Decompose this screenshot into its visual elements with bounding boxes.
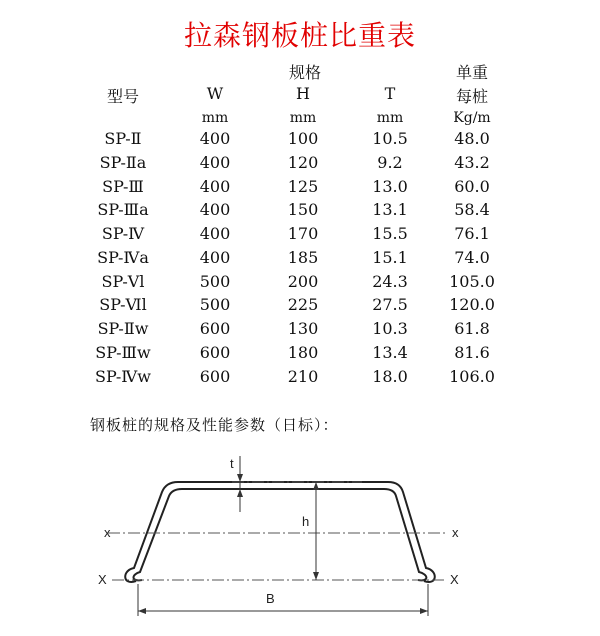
cell-w: 400 (199, 224, 231, 243)
label-h: h (302, 514, 310, 529)
cell-h: 130 (287, 319, 319, 338)
h-arrow-top (313, 482, 319, 490)
cell-model: SP-Ⅳa (97, 248, 149, 267)
table-row (0, 224, 600, 248)
cell-weight: 60.0 (454, 177, 490, 196)
cell-h: 185 (287, 248, 319, 267)
cell-weight: 48.0 (454, 129, 490, 148)
header-unit-weight-line2: 每桩 (455, 87, 488, 106)
pile-profile-outer (125, 482, 435, 582)
table-row (0, 319, 600, 343)
cell-w: 400 (199, 200, 231, 219)
b-arrow-left (138, 608, 146, 614)
cell-h: 125 (287, 177, 319, 196)
table-row (0, 153, 600, 177)
label-t: t (230, 456, 234, 471)
header-unit-weight-line1: 单重 (455, 63, 488, 82)
cell-w: 600 (199, 343, 231, 362)
cell-model: SP-Ⅵl (99, 295, 147, 314)
cell-t: 10.5 (372, 129, 408, 148)
cell-t: 15.1 (372, 248, 408, 267)
label-x-left: x (104, 525, 111, 540)
table-row (0, 200, 600, 224)
label-b: B (266, 591, 275, 606)
header-t: T (384, 84, 396, 103)
cell-w: 500 (199, 295, 231, 314)
cell-h: 170 (287, 224, 319, 243)
t-arrow-top (237, 474, 243, 482)
cell-model: SP-Ⅴl (101, 272, 145, 291)
cell-h: 150 (287, 200, 319, 219)
cell-w: 400 (199, 177, 231, 196)
t-arrow-bottom (237, 489, 243, 497)
unit-w: mm (201, 110, 229, 126)
table-row (0, 129, 600, 153)
label-x-right: x (452, 525, 459, 540)
unit-weight: Kg/m (453, 110, 491, 126)
cell-t: 27.5 (372, 295, 408, 314)
unit-h: mm (289, 110, 317, 126)
cell-h: 210 (287, 367, 319, 386)
cell-w: 400 (199, 248, 231, 267)
cell-h: 225 (287, 295, 319, 314)
table-row (0, 295, 600, 319)
cell-t: 10.3 (372, 319, 408, 338)
cell-t: 13.4 (372, 343, 408, 362)
cell-w: 600 (199, 367, 231, 386)
cell-weight: 76.1 (454, 224, 490, 243)
cell-h: 120 (287, 153, 319, 172)
cell-h: 200 (287, 272, 319, 291)
cell-w: 600 (199, 319, 231, 338)
cell-model: SP-Ⅲa (97, 200, 149, 219)
cell-t: 13.0 (372, 177, 408, 196)
h-arrow-bottom (313, 572, 319, 580)
cell-weight: 105.0 (449, 272, 495, 291)
cell-weight: 58.4 (454, 200, 490, 219)
cell-weight: 43.2 (454, 153, 490, 172)
header-model: 型号 (106, 87, 139, 106)
cell-model: SP-Ⅱw (97, 319, 149, 338)
header-w: W (206, 84, 224, 103)
diagram-caption: 钢板桩的规格及性能参数（日标）： (90, 416, 339, 434)
cell-weight: 120.0 (449, 295, 495, 314)
cell-weight: 74.0 (454, 248, 490, 267)
cell-t: 13.1 (372, 200, 408, 219)
table-row (0, 272, 600, 296)
cell-weight: 61.8 (454, 319, 490, 338)
label-X-right: X (450, 572, 459, 587)
header-spec-group: 规格 (288, 63, 321, 82)
cell-model: SP-Ⅳw (95, 367, 151, 386)
table-row (0, 248, 600, 272)
cell-t: 24.3 (372, 272, 408, 291)
cell-weight: 81.6 (454, 343, 490, 362)
cell-h: 180 (287, 343, 319, 362)
table-row (0, 177, 600, 201)
cell-weight: 106.0 (449, 367, 495, 386)
cell-h: 100 (287, 129, 319, 148)
unit-t: mm (376, 110, 404, 126)
label-X-left: X (98, 572, 107, 587)
cell-model: SP-Ⅳ (101, 224, 145, 243)
b-arrow-right (420, 608, 428, 614)
cell-model: SP-Ⅱ (104, 129, 142, 148)
cell-w: 400 (199, 129, 231, 148)
table-row (0, 367, 600, 391)
sheet-pile-section-diagram (92, 448, 492, 628)
cell-model: SP-Ⅲ (102, 177, 144, 196)
cell-t: 18.0 (372, 367, 408, 386)
cell-w: 400 (199, 153, 231, 172)
header-h: H (296, 84, 310, 103)
cell-t: 15.5 (372, 224, 408, 243)
cell-w: 500 (199, 272, 231, 291)
cell-model: SP-Ⅱa (99, 153, 147, 172)
cell-model: SP-Ⅲw (95, 343, 151, 362)
pile-profile-inner (134, 489, 427, 580)
table-row (0, 343, 600, 367)
page-title: 拉森钢板桩比重表 (183, 19, 416, 52)
cell-t: 9.2 (377, 153, 403, 172)
